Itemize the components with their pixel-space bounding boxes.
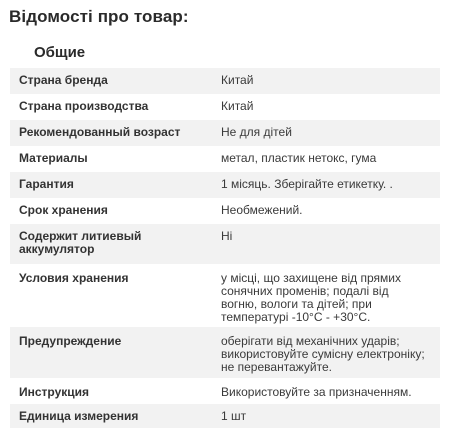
spec-value: Китай (211, 94, 440, 120)
spec-label: Материалы (10, 146, 211, 172)
table-row (10, 120, 440, 146)
spec-value: Не для дітей (211, 120, 440, 146)
table-row (10, 68, 440, 94)
table-row (10, 327, 440, 378)
spec-label: Рекомендованный возраст (10, 120, 211, 146)
spec-value: Необмежений. (211, 198, 440, 224)
spec-label: Предупреждение (10, 327, 211, 378)
spec-value: Ні (211, 224, 440, 264)
spec-label: Страна производства (10, 94, 211, 120)
table-row (10, 404, 440, 428)
table-row (10, 172, 440, 198)
table-row (10, 198, 440, 224)
spec-value: у місці, що захищене від прямих сонячних променів; подалі від вогню, вологи та дітей; при температурі -10°C - +30°C. (211, 264, 440, 327)
table-row (10, 224, 440, 264)
specs-table (10, 68, 440, 428)
spec-label: Гарантия (10, 172, 211, 198)
spec-value: Використовуйте за призначенням. (211, 378, 440, 404)
spec-label: Страна бренда (10, 68, 211, 94)
section-title: Общие (34, 44, 86, 61)
spec-label: Единица измерения (10, 404, 211, 428)
spec-value: 1 шт (211, 404, 440, 428)
table-row (10, 264, 440, 327)
spec-value: Китай (211, 68, 440, 94)
table-row (10, 378, 440, 404)
spec-value: оберігати від механічних ударів; використовуйте сумісну електроніку; не перевантажуйте. (211, 327, 440, 378)
spec-value: метал, пластик нетокс, гума (211, 146, 440, 172)
spec-label: Инструкция (10, 378, 211, 404)
table-row (10, 94, 440, 120)
table-row (10, 146, 440, 172)
spec-label: Условия хранения (10, 264, 211, 327)
spec-label: Содержит литиевый аккумулятор (10, 224, 211, 264)
page-title: Відомості про товар: (9, 7, 189, 26)
spec-label: Срок хранения (10, 198, 211, 224)
spec-value: 1 місяць. Зберігайте етикетку. . (211, 172, 440, 198)
